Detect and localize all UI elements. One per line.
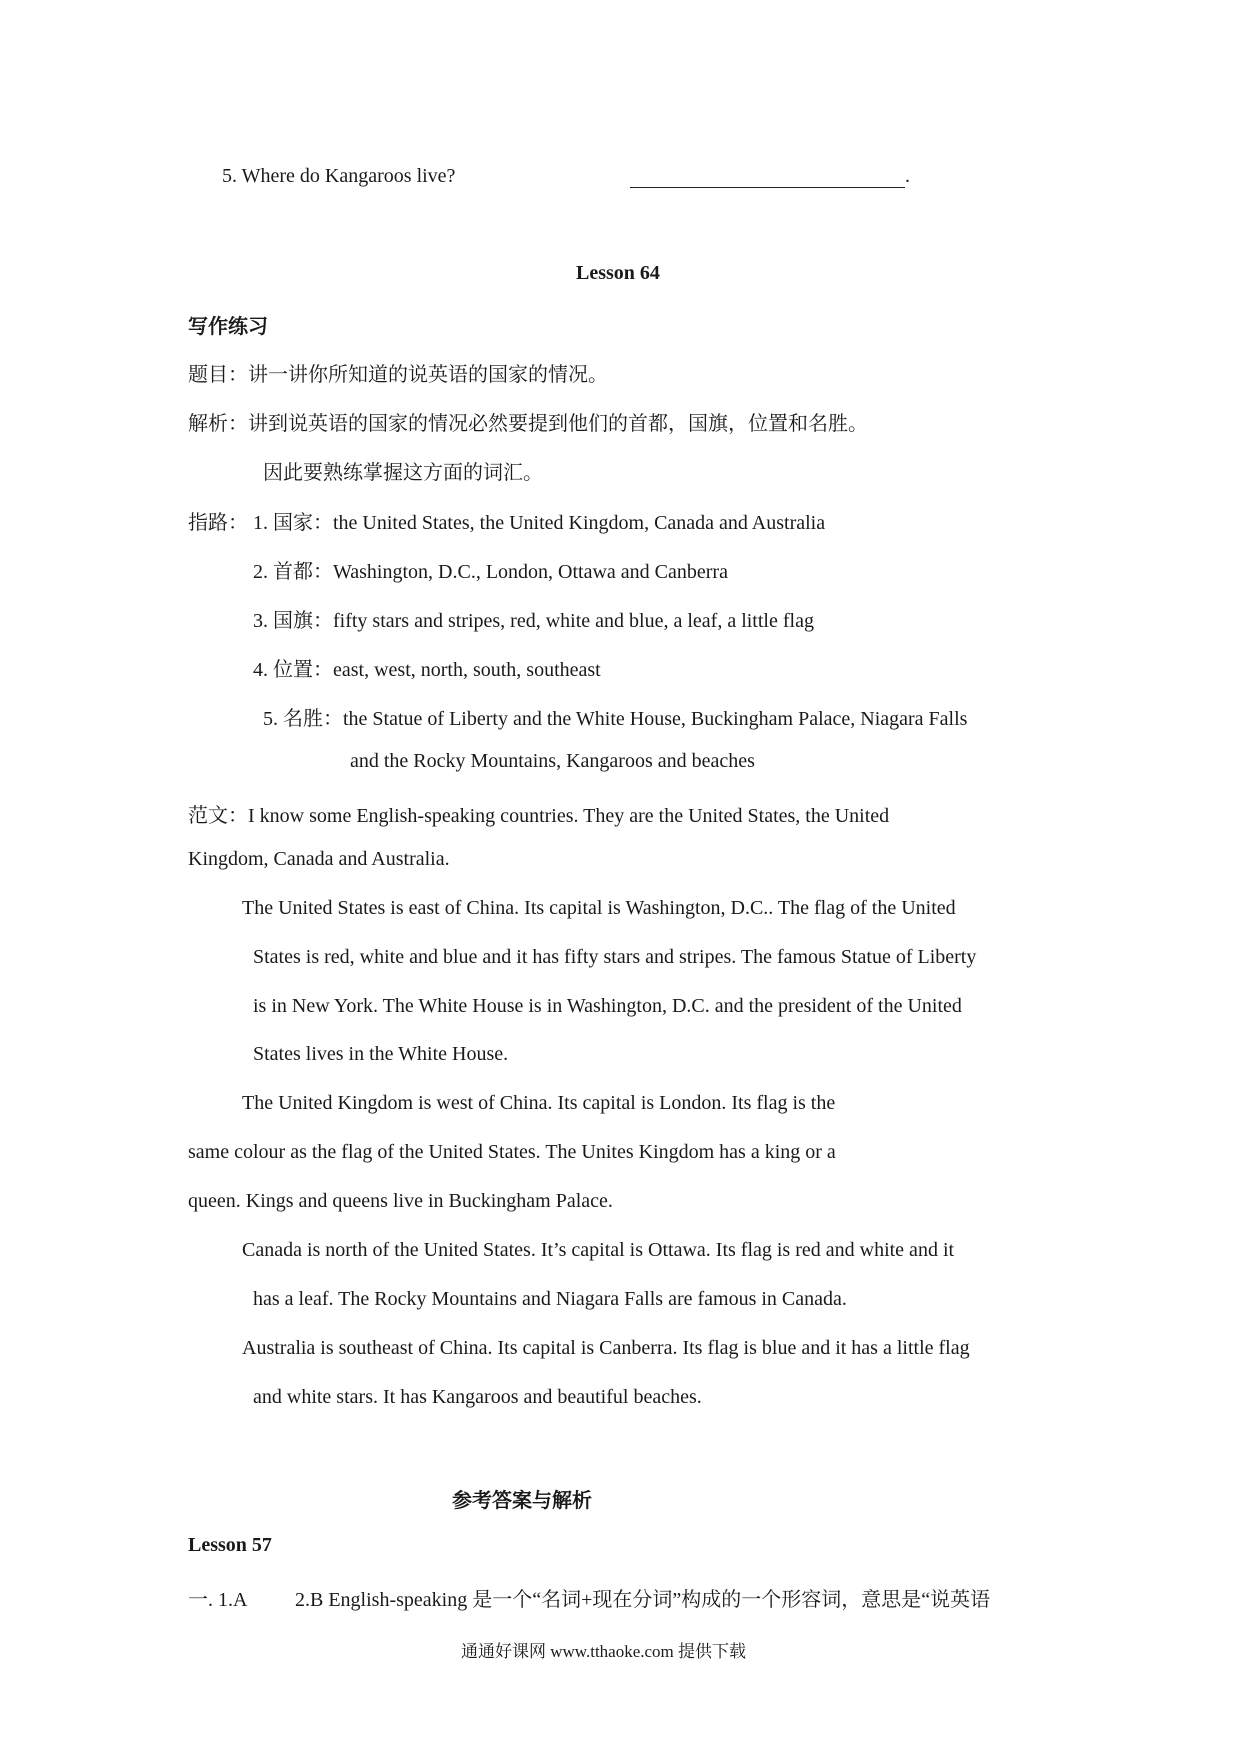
writing-heading: 写作练习 — [188, 316, 268, 338]
question-5-text: 5. Where do Kangaroos live? — [222, 165, 456, 187]
guide-label: 指路： — [188, 512, 248, 534]
answer-blank[interactable] — [630, 165, 910, 188]
uk-paragraph-line-2: same colour as the flag of the United States. The Unites Kingdom has a king or a — [188, 1141, 836, 1163]
page-footer: 通通好课网 www.tthaoke.com 提供下载 — [461, 1642, 747, 1661]
guide-item-5-cont: and the Rocky Mountains, Kangaroos and beaches — [350, 750, 755, 772]
guide-item-4: 4. 位置：east, west, north, south, southeast — [253, 659, 601, 681]
sample-line-1: 范文：I know some English-speaking countries. They are the United States, the United — [188, 805, 890, 827]
writing-topic: 题目：讲一讲你所知道的说英语的国家的情况。 — [188, 364, 608, 386]
guide-item-2: 2. 首都：Washington, D.C., London, Ottawa and Canberra — [253, 561, 728, 583]
australia-paragraph-line-1: Australia is southeast of China. Its capital is Canberra. Its flag is blue and it has a little flag — [242, 1337, 970, 1359]
blank-line — [630, 167, 905, 188]
answer-line-1b: 2.B English-speaking 是一个“名词+现在分词”构成的一个形容词，意思是“说英语 — [295, 1589, 991, 1611]
blank-end: . — [905, 165, 910, 187]
answers-heading: 参考答案与解析 — [452, 1490, 592, 1512]
guide-item-5: 5. 名胜：the Statue of Liberty and the White House, Buckingham Palace, Niagara Falls — [263, 708, 968, 730]
answer-line-1a: 一. 1.A — [188, 1589, 248, 1611]
us-paragraph-line-3: is in New York. The White House is in Washington, D.C. and the president of the United — [253, 995, 962, 1017]
australia-paragraph-line-2: and white stars. It has Kangaroos and beautiful beaches. — [253, 1386, 702, 1408]
uk-paragraph-line-1: The United Kingdom is west of China. Its capital is London. Its flag is the — [242, 1092, 836, 1114]
uk-paragraph-line-3: queen. Kings and queens live in Buckingham Palace. — [188, 1190, 613, 1212]
question-5 — [222, 165, 455, 188]
lesson-64-title: Lesson 64 — [576, 262, 660, 284]
us-paragraph-line-4: States lives in the White House. — [253, 1043, 509, 1065]
analysis-line-1: 解析：讲到说英语的国家的情况必然要提到他们的首都，国旗，位置和名胜。 — [188, 413, 868, 435]
us-paragraph-line-2: States is red, white and blue and it has fifty stars and stripes. The famous Statue of Liberty — [253, 946, 977, 968]
analysis-line-2: 因此要熟练掌握这方面的词汇。 — [263, 462, 543, 484]
canada-paragraph-line-1: Canada is north of the United States. It’s capital is Ottawa. Its flag is red and white and it — [242, 1239, 955, 1261]
guide-item-3: 3. 国旗：fifty stars and stripes, red, white and blue, a leaf, a little flag — [253, 610, 814, 632]
canada-paragraph-line-2: has a leaf. The Rocky Mountains and Niagara Falls are famous in Canada. — [253, 1288, 847, 1310]
lesson-57-title: Lesson 57 — [188, 1534, 272, 1556]
us-paragraph-line-1: The United States is east of China. Its capital is Washington, D.C.. The flag of the United — [242, 897, 956, 919]
sample-line-2: Kingdom, Canada and Australia. — [188, 848, 450, 870]
guide-item-1: 1. 国家：the United States, the United Kingdom, Canada and Australia — [253, 512, 826, 534]
